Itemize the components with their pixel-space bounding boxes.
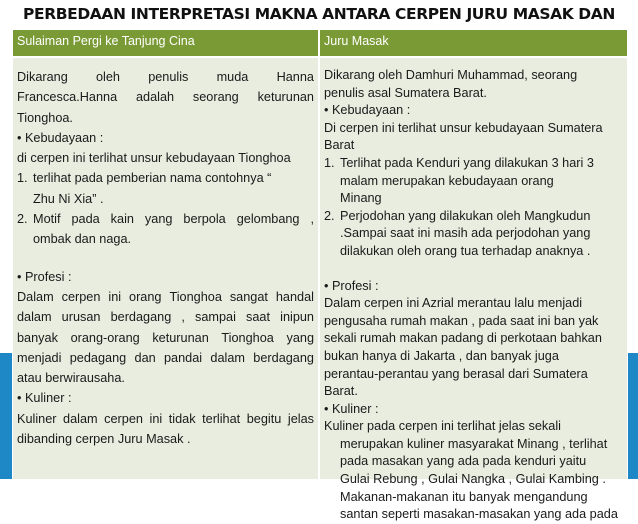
right-profesi-line4: bukan hanya di Jakarta , dan banyak juga [324,348,559,363]
word: cerpen [61,289,101,304]
right-spacer [324,261,623,278]
accent-bar-right [628,353,638,479]
left-item-1 [17,168,314,188]
right-profesi-line1: Dalam cerpen ini Azrial merantau lalu menjadi [324,296,583,311]
right-kuliner-line6: santan seperti masakan-masakan yang ada pada [340,507,618,522]
left-kebudayaan-heading: • Kebudayaan : [17,130,104,145]
cell-right [320,58,627,522]
word: pandai [164,350,203,365]
right-item-1-cont1: malam merupakan kebudayaan orang [340,173,554,188]
word: inipun [280,310,314,325]
comparison-table [13,30,627,522]
word: dan [134,350,156,365]
right-kebudayaan-line1: Di cerpen ini terlihat unsur kebudayaan Sumatera [324,120,603,135]
word: begitu [246,411,282,426]
left-intro-line1 [17,67,314,87]
right-item-1-number: 1. [324,155,335,170]
word: Dikarang [17,70,68,84]
word: kain [110,212,134,227]
left-item-1-number: 1. [17,171,28,186]
left-kuliner-heading: • Kuliner : [17,391,72,406]
word: handal [275,289,314,304]
right-item-2-cont2: dilakukan oleh orang tua terhadap anaknya . [340,243,591,258]
right-intro-line1: Dikarang oleh Damhuri Muhammad, seorang [324,68,578,82]
left-kuliner-line2: dibanding cerpen Juru Masak . [17,432,191,447]
word: Tionghoa [221,330,274,345]
left-spacer [17,250,314,267]
left-intro-line2 [17,87,314,107]
word: muda [216,70,249,84]
word: dalam [63,411,98,426]
right-item-1-text: Terlihat pada Kenduri yang dilakukan 3 hari 3 [340,155,594,170]
word: keturunan [152,330,209,345]
word: ini [149,411,163,426]
right-kuliner-line2: merupakan kuliner masyarakat Minang , terlihat [340,436,608,451]
word: saat [246,310,271,325]
word: ini [108,289,122,304]
right-intro-line2: penulis asal Sumatera Barat. [324,85,487,100]
left-item-2-cont: ombak dan naga. [33,232,132,247]
left-kuliner-line1 [17,409,314,429]
word: yang [144,212,173,227]
left-kebudayaan-text: di cerpen ini terlihat unsur kebudayaan Tionghoa [17,151,291,166]
word: Motif [33,212,61,227]
right-profesi-heading: • Profesi : [324,278,379,293]
word: pada [71,212,100,227]
word: gelombang [236,212,300,227]
word: , [181,310,185,325]
word: sampai [195,310,236,325]
word: dalam [210,350,245,365]
right-item-1 [324,155,623,173]
word: Kuliner [17,411,57,426]
right-kuliner-line4: Gulai Rebung , Gulai Nangka , Gulai Kambing . [340,472,606,487]
word: orang [129,289,162,304]
word: jelas [287,411,314,426]
left-profesi-line4 [17,348,314,368]
left-profesi-heading: • Profesi : [17,269,72,284]
right-item-1-cont2: Minang [340,191,382,206]
word: terlihat [202,411,241,426]
left-profesi-line2 [17,307,314,327]
right-kuliner-heading: • Kuliner : [324,401,379,416]
left-item-1-cont: Zhu Ni Xia” . [33,191,104,206]
word: cerpen [104,411,143,426]
word: berdagang [253,350,314,365]
cell-left [13,58,318,479]
left-item-2-number: 2. [17,212,28,227]
left-profesi-line1 [17,287,314,307]
header-right: Juru Masak [320,30,627,56]
word: yang [286,330,314,345]
word: Dalam [17,289,54,304]
word: pedagang [69,350,127,365]
word: , [310,212,314,227]
word: berdagang [110,310,172,325]
left-intro-line3: Tionghoa. [17,110,73,125]
word: seorang [192,90,239,105]
word: berpola [183,212,226,227]
header-left: Sulaiman Pergi ke Tanjung Cina [13,30,318,56]
right-kuliner-line3: pada masakan yang ada pada kenduri yaitu [340,454,587,469]
right-item-2-number: 2. [324,208,335,223]
word: tidak [168,411,196,426]
right-profesi-line2: pengusaha rumah makan , pada saat ini ban yak [324,313,599,328]
right-kebudayaan-heading: • Kebudayaan : [324,103,411,118]
left-profesi-line5: atau berwirausaha. [17,371,125,386]
word: penulis [148,70,189,84]
left-profesi-line3 [17,328,314,348]
left-item-2 [17,209,314,229]
word: keturunan [257,90,314,105]
slide-title: PERBEDAAN INTERPRETASI MAKNA ANTARA CERPEN JURU MASAK DAN [23,5,615,23]
word: urusan [61,310,101,325]
word: orang-orang [70,330,140,345]
left-item-1-text: terlihat pada pemberian nama contohnya “ [33,171,272,186]
right-profesi-line5: perantau-perantau yang berasal dari Sumatera [324,366,588,381]
right-kuliner-line5: Makanan-makanan itu banyak mengandung [340,489,588,504]
right-item-2 [324,208,623,226]
right-kebudayaan-line2: Barat [324,138,355,153]
right-profesi-line6: Barat. [324,384,358,399]
word: dalam [17,310,52,325]
word: banyak [17,330,58,345]
word: adalah [135,90,175,105]
accent-bar-left [0,353,12,479]
word: Francesca.Hanna [17,90,118,105]
word: sangat [229,289,268,304]
word: oleh [95,70,120,84]
word: Tionghoa [169,289,222,304]
right-profesi-line3: sekali rumah makan padang di perkotaan bahkan [324,331,602,346]
right-item-2-cont1: .Sampai saat ini masih ada perjodohan yang [340,226,591,241]
right-item-2-text: Perjodohan yang dilakukan oleh Mangkudun [340,208,591,223]
left-item-2-text [33,209,314,229]
right-kuliner-line1: Kuliner pada cerpen ini terlihat jelas sekali [324,419,561,434]
word: Hanna [276,70,314,84]
word: menjadi [17,350,62,365]
